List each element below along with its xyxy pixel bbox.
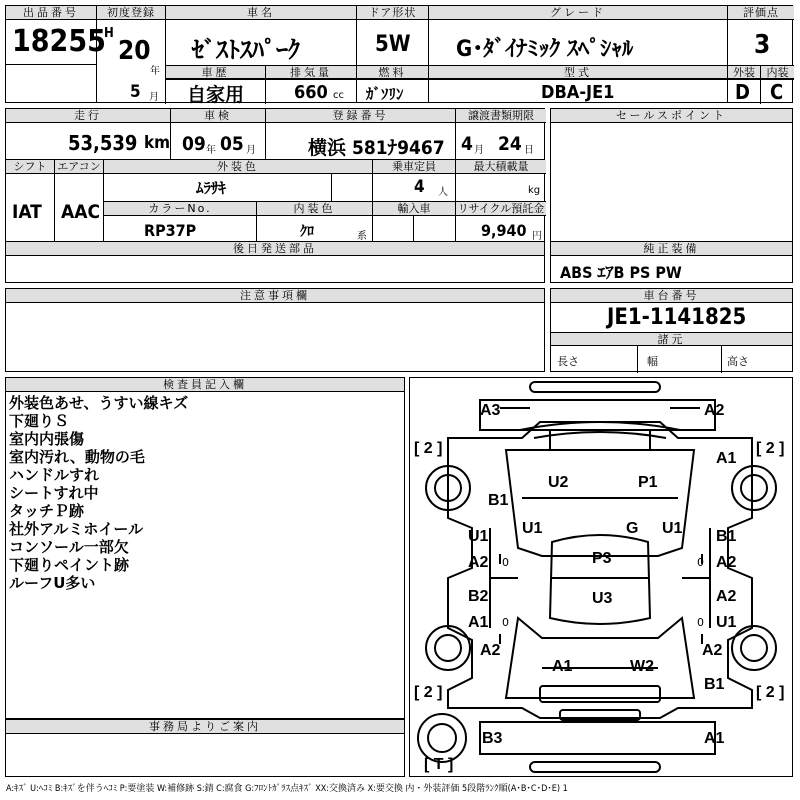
damage-mark: B2 [468, 588, 489, 605]
recycle-label: リサイクル預託金 [457, 202, 545, 215]
model-code: DBA-JE1 [541, 82, 615, 103]
note-line: 外装色あせ、うすい線キズ [9, 394, 189, 412]
damage-mark: U2 [548, 474, 569, 491]
details-block [5, 108, 545, 242]
chassis-box [550, 288, 793, 372]
caution-box [5, 288, 545, 372]
spare-tire-count: [ T ] [424, 756, 454, 773]
cc-unit: cc [333, 90, 344, 101]
ac: AAC [61, 201, 101, 223]
genuine-box [550, 241, 793, 283]
damage-mark: B1 [716, 528, 737, 545]
car-name: ｾﾞｽﾄｽﾊﾟｰｸ [192, 36, 300, 64]
transfer-day-unit: 日 [524, 145, 534, 156]
note-line: 室内汚れ、動物の毛 [9, 448, 145, 466]
model-label: 型式 [429, 66, 727, 79]
car-name-label: 車名 [166, 6, 356, 20]
recycle-fee: 9,940 [481, 221, 527, 240]
shift: IAT [12, 201, 42, 223]
interior-color-label: 内装色 [257, 202, 372, 216]
transfer-label: 譲渡書類期限 [456, 109, 546, 123]
chassis-number: JE1-1141825 [607, 305, 747, 330]
year-unit: 年 [150, 66, 160, 77]
inspector-label: 検査員記入欄 [6, 378, 404, 392]
kg-unit: kg [528, 185, 541, 196]
damage-mark: B1 [704, 676, 725, 693]
damage-diagram [409, 377, 793, 777]
insp-year: 09 [182, 133, 206, 155]
yen-unit: 円 [532, 231, 542, 242]
history: 自家用 [187, 84, 245, 106]
legend: A:ｷｽﾞ U:ﾍｺﾐ B:ｷｽﾞを伴うﾍｺﾐ P:要塗装 W:補修跡 S:錆 C:腐食 G:ﾌﾛﾝﾄｶﾞﾗｽ点ｷｽﾞ XX:交換済み X:要交換 内・外装評価 5段階ﾗﾝｸ順(A･B･C･D･E) 1 [6, 784, 568, 794]
later-parts-label: 後日発送部品 [6, 242, 544, 256]
inspection-label: 車検 [171, 109, 265, 123]
office-label: 事務局よりご案内 [6, 720, 404, 734]
inspector-box [5, 377, 405, 719]
note-line: 社外アルミホイール [9, 520, 144, 538]
int-label: 内装 [761, 66, 794, 79]
month-unit: 月 [149, 92, 159, 103]
plate-label: 登録番号 [266, 109, 455, 123]
header-block [5, 5, 793, 106]
mileage-label: 走行 [6, 109, 170, 123]
damage-mark: U1 [662, 520, 683, 537]
damage-mark: A2 [716, 554, 737, 571]
displacement-label: 排気量 [266, 66, 356, 79]
plate-number: 横浜 581ﾅ9467 [308, 137, 445, 159]
damage-mark: A1 [704, 730, 725, 747]
insp-month: 05 [220, 133, 244, 155]
damage-mark: A1 [468, 614, 489, 631]
small-zero: 0 [502, 616, 509, 629]
damage-mark: A2 [480, 642, 501, 659]
small-zero: 0 [697, 616, 704, 629]
damage-mark: U3 [592, 590, 613, 607]
door-label: ドア形状 [357, 6, 428, 20]
score: 3 [754, 30, 771, 60]
damage-mark: P3 [592, 550, 612, 567]
genuine-equipment: ABS ｴｱB PS PW [560, 263, 682, 282]
sales-point-box [550, 108, 793, 242]
lot-label: 出品番号 [6, 6, 96, 20]
transfer-day: 24 [498, 133, 522, 155]
int-grade: C [770, 80, 784, 104]
damage-mark: U1 [468, 528, 489, 545]
capacity-label: 乗車定員 [373, 160, 455, 174]
sales-point-label: セールスポイント [551, 109, 792, 123]
damage-mark: A2 [704, 402, 725, 419]
office-box [5, 719, 405, 777]
door-type: 5W [375, 32, 411, 57]
tire-count-rear-right: [ 2 ] [756, 684, 785, 701]
damage-mark: A1 [716, 450, 737, 467]
km-unit: km [144, 133, 171, 153]
note-line: ハンドルすれ [9, 466, 100, 484]
grade: G･ﾀﾞｲﾅﾐｯｸ ｽﾍﾟｼｬﾙ [456, 37, 634, 62]
kei-unit: 系 [357, 231, 367, 242]
car-outline [410, 378, 792, 776]
ext-label: 外装 [728, 66, 760, 79]
damage-mark: U1 [716, 614, 737, 631]
shift-label: シフト [6, 160, 54, 174]
damage-mark: W2 [630, 658, 654, 675]
exterior-color: ﾑﾗｻｷ [196, 179, 227, 197]
color-no: RP37P [144, 221, 197, 240]
damage-mark: A3 [480, 402, 501, 419]
damage-mark: B3 [482, 730, 503, 747]
fuel: ｶﾞｿﾘﾝ [366, 85, 404, 103]
note-line: 下廻りＳ [9, 412, 70, 430]
transfer-month-unit: 月 [474, 145, 484, 156]
ac-label: エアコン [55, 160, 103, 174]
damage-mark: A1 [552, 658, 573, 675]
note-line: 下廻りペイント跡 [9, 556, 130, 574]
note-line: コンソール一部欠 [9, 538, 129, 556]
inspector-notes [9, 394, 188, 592]
note-line: タッチＰ跡 [9, 502, 85, 520]
damage-mark: A2 [468, 554, 489, 571]
color-label: 外装色 [104, 160, 372, 174]
ext-grade: D [735, 80, 750, 104]
note-line: シートすれ中 [9, 484, 99, 502]
insp-month-unit: 月 [246, 145, 256, 156]
note-line: ルーフU多い [9, 574, 96, 592]
capacity-unit: 人 [438, 187, 448, 198]
specs-label: 諸元 [551, 332, 792, 346]
history-label: 車歴 [166, 66, 265, 79]
damage-mark: G [626, 520, 639, 537]
caution-label: 注意事項欄 [6, 289, 544, 303]
width-label: 幅 [647, 355, 658, 368]
height-label: 高さ [727, 355, 749, 368]
tire-count-front-right: [ 2 ] [756, 440, 785, 457]
interior-color: ｸﾛ [300, 224, 314, 240]
tire-count-rear-left: [ 2 ] [414, 684, 443, 701]
color-no-label: カラーNo. [104, 202, 256, 216]
reg-month: 5 [130, 82, 141, 102]
note-line: 室内内張傷 [9, 430, 85, 448]
damage-mark: P1 [638, 474, 658, 491]
damage-mark: B1 [488, 492, 509, 509]
load-label: 最大積載量 [456, 160, 546, 174]
transfer-month: 4 [461, 133, 473, 155]
damage-mark: A2 [702, 642, 723, 659]
later-parts-box [5, 241, 545, 283]
score-label: 評価点 [728, 6, 794, 20]
genuine-label: 純正装備 [551, 242, 792, 256]
mileage: 53,539 [68, 131, 138, 155]
first-reg-label: 初度登録 [97, 6, 165, 20]
grade-label: グレード [429, 6, 727, 20]
tire-count-front-left: [ 2 ] [414, 440, 443, 457]
damage-mark: A2 [716, 588, 737, 605]
small-zero: 0 [502, 556, 509, 569]
insp-year-unit: 年 [206, 145, 216, 156]
chassis-label: 車台番号 [551, 289, 792, 303]
small-zero: 0 [697, 556, 704, 569]
length-label: 長さ [557, 355, 579, 368]
import-label: 輸入車 [373, 202, 455, 216]
era: H [104, 26, 114, 41]
capacity: 4 [414, 177, 425, 197]
fuel-label: 燃料 [357, 66, 428, 79]
displacement: 660 [294, 82, 328, 103]
lot-number: 18255 [12, 24, 106, 59]
damage-mark: U1 [522, 520, 543, 537]
reg-year: 20 [118, 36, 151, 66]
